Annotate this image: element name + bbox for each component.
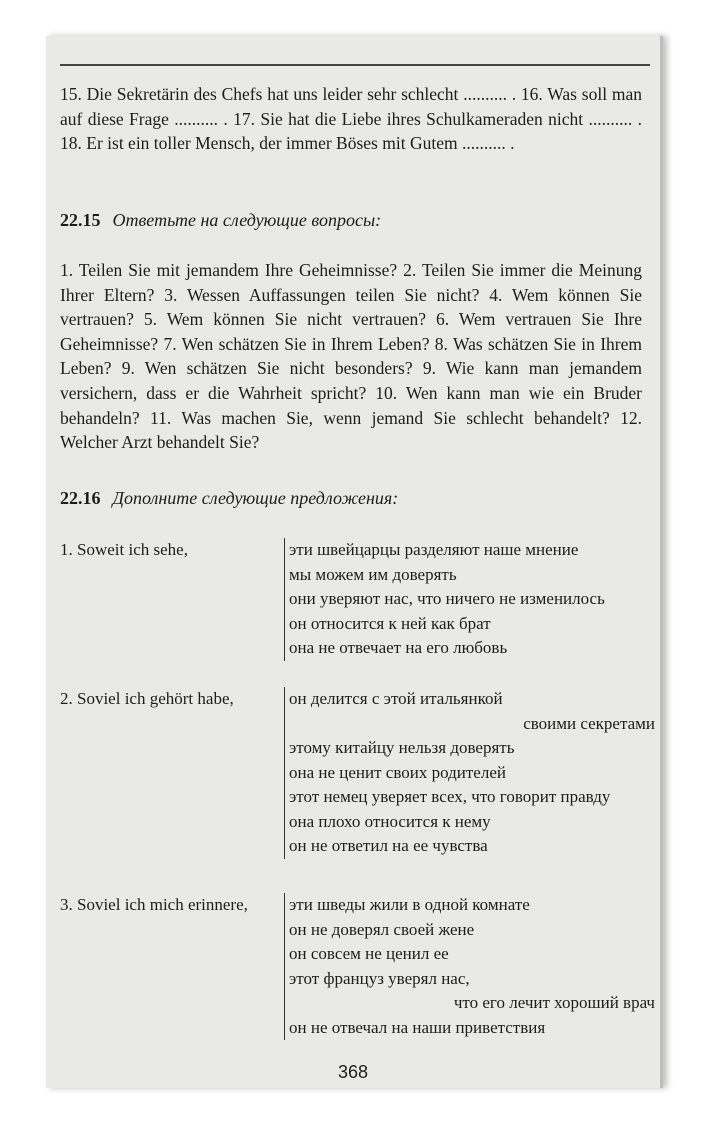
option-item: он не ответил на ее чувства [289,836,488,855]
option-item: этому китайцу нельзя доверять [289,738,515,757]
exercise-22-15-heading [60,208,642,232]
option-list [284,687,655,859]
option-item: эти швейцарцы разделяют наше мнение [289,540,579,559]
option-item: эти шведы жили в одной комнате [289,895,530,914]
group-lead: 1. Soweit ich sehe, [60,540,188,559]
option-item: она плохо относится к нему [289,811,491,831]
group-lead: 3. Soviel ich mich erinnere, [60,895,248,914]
page-number: 368 [337,1062,369,1082]
option-item-continuation: своими секретами [523,713,655,733]
option-item: они уверяют нас, что ничего не изменилось [289,589,605,608]
option-item: она не отвечает на его любовь [289,638,508,657]
exercise-22-15-questions: 1. Teilen Sie mit jemandem Ihre Geheimnisse? 2. Teilen Sie immer die Meinung Ihrer Eltern? 3. Wessen Auffassungen teilen Sie nicht? 4. Wem können Sie vertrauen? 5. Wem können Sie nicht vertrauen? 6. Wem vertrauen Sie Ihre Geheimnisse? 7. Wen schätzen Sie in Ihrem Leben? 8. Was schätzen Sie in Ihrem Leben? 9. Wen schätzen Sie nicht besonders? 9. Wie kann man jemandem versichern, dass er die Wahrheit spricht? 10. Wen kann man wie ein Bruder behandeln? 11. Was machen Sie, wenn jemand Sie schlecht behandelt? 12. Welcher Arzt behandelt Sie? [60,260,642,453]
option-item: она не ценит своих родителей [289,762,506,782]
option-list [284,538,655,661]
option-item: он делится с этой итальянкой [289,689,503,708]
option-item: этот француз уверял нас, [289,968,470,988]
option-item: он не отвечал на наши приветствия [289,1017,546,1037]
option-item: этот немец уверяет всех, что говорит правду [289,787,611,806]
option-item: он совсем не ценил ее [289,944,449,963]
group-lead: 2. Soviel ich gehört habe, [60,689,234,708]
exercise-title: Ответьте на следующие вопросы: [112,210,382,230]
top-rule [60,64,650,66]
exercise-number: 22.16 [60,488,101,508]
option-item: он не доверял своей жене [289,919,475,939]
book-page [46,36,663,1088]
exercise-22-14-ending: 15. Die Sekretärin des Chefs hat uns leider sehr schlecht .......... . 16. Was soll man auf diese Frage .......... . 17. Sie hat die Liebe ihres Schulkameraden nicht .......... . 18. Er ist ein toller Mensch, der immer Böses mit Gutem .......... . [60,84,642,154]
option-item: он относится к ней как брат [289,613,491,633]
option-list [284,893,655,1040]
option-item: мы можем им доверять [289,564,457,584]
exercise-number: 22.15 [60,210,101,230]
exercise-title: Дополните следующие предложения: [112,488,399,508]
exercise-22-16-heading [60,486,642,510]
option-item-continuation: что его лечит хороший врач [453,993,655,1012]
